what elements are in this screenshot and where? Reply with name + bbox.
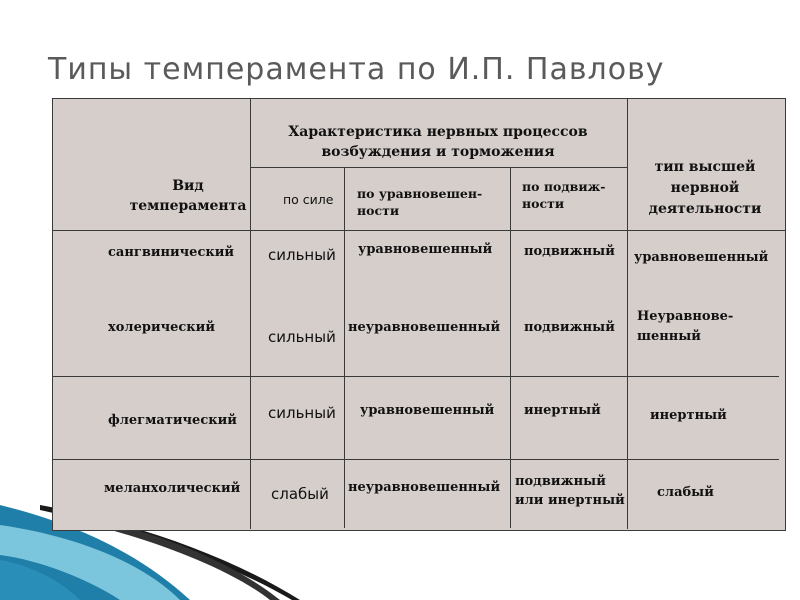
header-type-line: Вид (172, 178, 204, 194)
header-characteristics-line: возбуждения и торможения (321, 144, 555, 160)
row-mobility: подвижный (524, 244, 615, 259)
header-mobility (522, 178, 605, 212)
row-divider (52, 230, 785, 231)
column-divider (344, 168, 345, 528)
row-activity: уравновешенный (634, 250, 769, 265)
header-higher-activity (630, 157, 780, 220)
row-balance: уравновешенный (358, 242, 493, 257)
row-strength: сильный (268, 328, 336, 346)
column-divider (627, 98, 628, 529)
column-divider (510, 168, 511, 528)
header-type (118, 176, 258, 216)
header-balance (357, 185, 482, 219)
row-balance: уравновешенный (360, 403, 495, 418)
header-activity-line: нервной (670, 180, 740, 196)
row-activity-line: шенный (637, 329, 701, 344)
row-mobility (515, 472, 625, 510)
row-activity: слабый (657, 485, 714, 500)
row-type: флегматический (108, 413, 237, 428)
column-divider (250, 98, 251, 529)
row-divider (52, 376, 779, 377)
row-divider (250, 167, 627, 168)
row-mobility-line: подвижный (515, 474, 606, 489)
row-type: холерический (108, 320, 215, 335)
header-activity-line: тип высшей (654, 159, 756, 175)
row-balance: неуравновешенный (348, 480, 501, 495)
row-balance: неуравновешенный (348, 320, 501, 335)
row-strength: сильный (268, 404, 336, 422)
row-mobility: подвижный (524, 320, 615, 335)
header-activity-line: деятельности (648, 201, 762, 217)
row-divider (52, 459, 779, 460)
header-characteristics-line: Характеристика нервных процессов (288, 124, 588, 140)
row-activity: инертный (650, 408, 727, 423)
header-mobility-line: ности (522, 196, 565, 211)
row-activity (637, 307, 733, 347)
page-title: Типы темперамента по И.П. Павлову (48, 52, 665, 87)
row-activity-line: Неуравнове- (637, 309, 734, 324)
row-type: сангвинический (108, 245, 235, 260)
header-balance-line: по уравновешен- (357, 186, 483, 201)
header-strength: по силе (283, 192, 334, 207)
row-mobility: инертный (524, 403, 601, 418)
header-characteristics (252, 122, 624, 162)
row-strength: слабый (271, 485, 329, 503)
row-strength: сильный (268, 246, 336, 264)
header-type-line: темперамента (129, 198, 247, 214)
row-type: меланхолический (104, 481, 241, 496)
header-mobility-line: по подвиж- (522, 179, 606, 194)
header-balance-line: ности (357, 203, 400, 218)
row-mobility-line: или инертный (515, 493, 625, 508)
